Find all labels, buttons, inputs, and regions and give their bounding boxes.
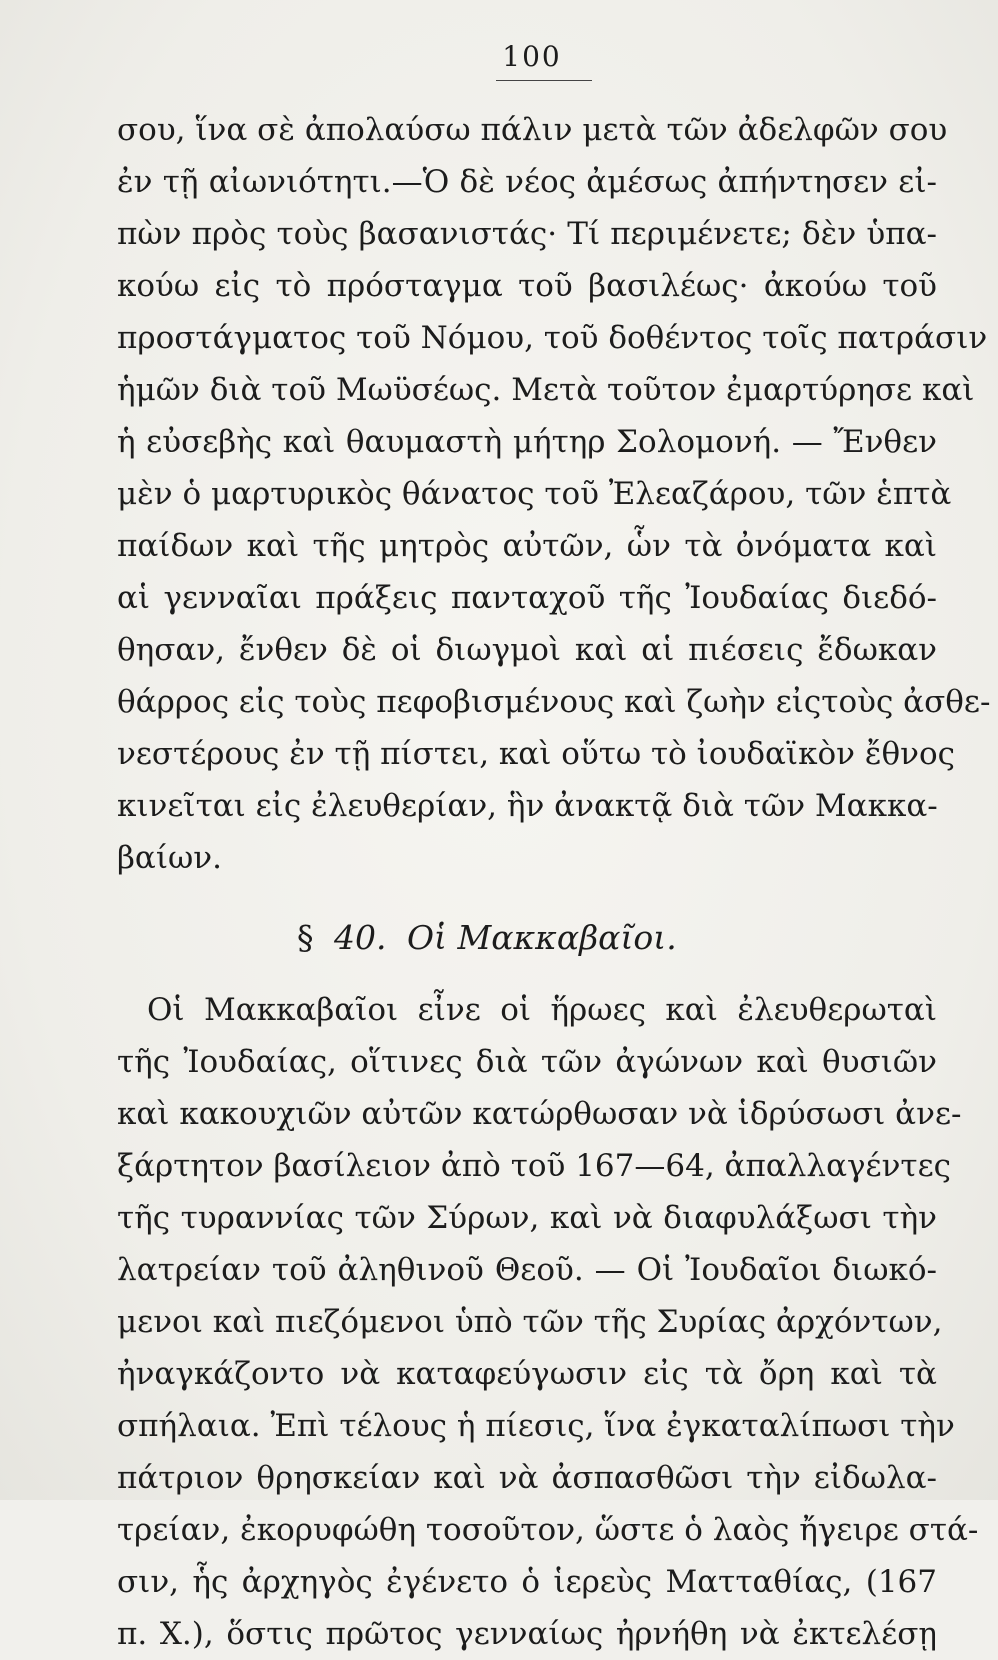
text-line: Οἱ Μακκαβαῖοι εἶνε οἱ ἥρωες καὶ ἐλευθερωταὶ [147, 992, 937, 1028]
text-line: ξάρτητον βασίλειον ἀπὸ τοῦ 167—64, ἀπαλλαγέντες [117, 1148, 952, 1184]
paragraph-1 [117, 104, 991, 884]
text-line: τρείαν, ἐκορυφώθη τοσοῦτον, ὥστε ὁ λαὸς ἤγειρε στά- [117, 1512, 979, 1548]
text-line: ἠναγκάζοντο νὰ καταφεύγωσιν εἰς τὰ ὄρη καὶ τὰ [117, 1356, 937, 1392]
header-rule [496, 80, 592, 81]
text-line: μὲν ὁ μαρτυρικὸς θάνατος τοῦ Ἐλεαζάρου, τῶν ἑπτὰ [117, 476, 952, 512]
text-line: ἡμῶν διὰ τοῦ Μωϋσέως. Μετὰ τοῦτον ἐμαρτύρησε καὶ [117, 372, 975, 408]
text-line: παίδων καὶ τῆς μητρὸς αὐτῶν, ὧν τὰ ὀνόματα καὶ [117, 528, 937, 564]
text-line: προστάγματος τοῦ Νόμου, τοῦ δοθέντος τοῖς πατράσιν [117, 320, 988, 356]
text-line: πὼν πρὸς τοὺς βασανιστάς· Τί περιμένετε; δὲν ὑπα- [117, 216, 937, 252]
text-line: ἡ εὐσεβὴς καὶ θαυμαστὴ μήτηρ Σολομονή. — Ἔνθεν [117, 424, 937, 460]
section-symbol: § [297, 918, 314, 957]
section-number: 40. [334, 918, 387, 957]
text-line: μενοι καὶ πιεζόμενοι ὑπὸ τῶν τῆς Συρίας ἀρχόντων, [117, 1304, 943, 1340]
page-number: 100 [502, 40, 562, 73]
text-line: πάτριον θρησκείαν καὶ νὰ ἀσπασθῶσι τὴν εἰδωλα- [117, 1460, 937, 1496]
text-line: κινεῖται εἰς ἐλευθερίαν, ἣν ἀνακτᾷ διὰ τῶν Μακκα- [117, 788, 938, 824]
text-line: σπήλαια. Ἐπὶ τέλους ἡ πίεσις, ἵνα ἐγκαταλίπωσι τὴν [117, 1408, 955, 1444]
text-line: τῆς τυραννίας τῶν Σύρων, καὶ νὰ διαφυλάξωσι τὴν [117, 1200, 937, 1236]
text-line: τῆς Ἰουδαίας, οἵτινες διὰ τῶν ἀγώνων καὶ θυσιῶν [117, 1044, 937, 1080]
text-line: νεστέρους ἐν τῇ πίστει, καὶ οὕτω τὸ ἰουδαϊκὸν ἔθνος [117, 736, 955, 772]
section-heading [117, 912, 937, 964]
text-line: ἐν τῇ αἰωνιότητι.—Ὁ δὲ νέος ἀμέσως ἀπήντησεν εἰ- [117, 164, 937, 200]
text-line: θάρρος εἰς τοὺς πεφοβισμένους καὶ ζωὴν εἰςτοὺς ἀσθε- [117, 684, 991, 720]
text-line: σου, ἵνα σὲ ἀπολαύσω πάλιν μετὰ τῶν ἀδελφῶν σου [117, 112, 948, 148]
page-text [117, 104, 991, 1660]
text-line: θησαν, ἔνθεν δὲ οἱ διωγμοὶ καὶ αἱ πιέσεις ἔδωκαν [117, 632, 937, 668]
text-line: π. Χ.), ὅστις πρῶτος γενναίως ἠρνήθη νὰ ἐκτελέσῃ [117, 1616, 937, 1652]
section-title: Οἱ Μακκαβαῖοι. [406, 918, 677, 957]
text-line: αἱ γενναῖαι πράξεις πανταχοῦ τῆς Ἰουδαίας διεδό- [117, 580, 937, 616]
text-line: βαίων. [117, 840, 222, 876]
text-line: λατρείαν τοῦ ἀληθινοῦ Θεοῦ. — Οἱ Ἰουδαῖοι διωκό- [117, 1252, 937, 1288]
text-line: κούω εἰς τὸ πρόσταγμα τοῦ βασιλέως· ἀκούω τοῦ [117, 268, 937, 304]
text-line: σιν, ἧς ἀρχηγὸς ἐγένετο ὁ ἱερεὺς Ματταθίας, (167 [117, 1564, 937, 1600]
text-line: καὶ κακουχιῶν αὐτῶν κατώρθωσαν νὰ ἱδρύσωσι ἀνε- [117, 1096, 962, 1132]
paragraph-2 [117, 984, 979, 1660]
